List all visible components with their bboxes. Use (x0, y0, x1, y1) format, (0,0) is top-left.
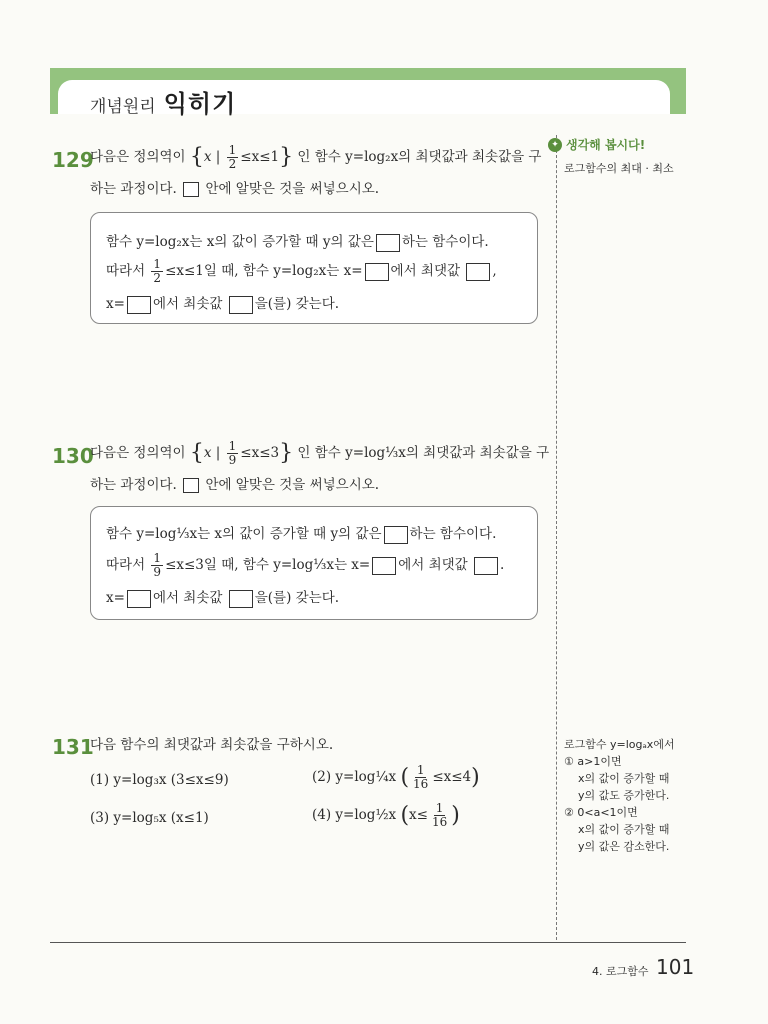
option-4: (4) y=log½x (x≤ $\frac{1}{16}$ ) (312, 801, 460, 829)
answer-blank[interactable] (466, 263, 490, 281)
tip-heading (548, 136, 645, 153)
question-text-line2 (90, 174, 379, 204)
q130-line1b: 인 함수 y=log⅓x의 최댓값과 최솟값을 구 (297, 445, 550, 461)
tip-note-title: 로그함수 y=logₐx에서 (564, 738, 675, 751)
fraction-half: $\frac{1}{2}$ (153, 257, 162, 285)
question-number: 131 (52, 735, 94, 759)
set-rest: ≤x≤1 (240, 149, 280, 165)
q130-box3a: x= (106, 590, 125, 606)
question-text-line1 (90, 142, 541, 173)
brace-open: { (189, 144, 204, 170)
box-line-2: 따라서 $\frac{1}{2}$ ≤x≤1일 때, 함수 y=log₂x는 x= 에서 최댓값 , (106, 257, 497, 285)
option-3: (3) y=log₅x (x≤1) (90, 810, 209, 826)
footer-chapter: 4. 로그함수 (592, 965, 649, 978)
brace-open: { (189, 440, 204, 466)
tip-note-2a: x의 값이 증가할 때 (578, 823, 670, 836)
lightbulb-icon: ✦ (548, 138, 562, 152)
answer-blank[interactable] (376, 234, 400, 252)
question-number: 129 (52, 148, 94, 172)
brace-close: } (279, 144, 294, 170)
q129-line2b: 안에 알맞은 것을 써넣으시오. (205, 181, 380, 197)
q129-box2a: 따라서 (106, 263, 146, 279)
answer-blank[interactable] (474, 557, 498, 575)
box-line-1 (106, 522, 496, 544)
q129-box3c: 을(를) 갖는다. (254, 296, 340, 312)
q130-box2c: 에서 최댓값 (398, 557, 468, 573)
set-var: x (203, 149, 212, 165)
title-prefix: 개념원리 (90, 97, 156, 117)
question-text: 다음 함수의 최댓값과 최솟값을 구하시오. (90, 737, 334, 753)
q130-box3b: 에서 최솟값 (152, 590, 223, 606)
question-text-line1 (90, 438, 549, 469)
q130-box1a: 함수 y=log⅓x는 x의 값이 증가할 때 y의 값은 (106, 526, 382, 542)
q129-line1a: 다음은 정의역이 (90, 149, 186, 165)
answer-blank[interactable] (365, 263, 389, 281)
fraction-sixteenth: $\frac{1}{16}$ (431, 801, 448, 829)
q130-box2b: ≤x≤3일 때, 함수 y=log⅓x는 x= (165, 557, 371, 573)
q129-box3b: 에서 최솟값 (152, 296, 223, 312)
fraction-ninth: $\frac{1}{9}$ (153, 551, 162, 579)
q130-box1b: 하는 함수이다. (409, 526, 497, 542)
answer-blank[interactable] (127, 590, 151, 608)
title-emph: 익히기 (163, 90, 237, 118)
q130-box2a: 따라서 (106, 557, 146, 573)
q129-box3a: x= (106, 296, 125, 312)
page-number: 101 (656, 955, 695, 979)
fraction-ninth: $\frac{1}{9}$ (228, 439, 237, 467)
option-2-domain: ≤x≤4 (432, 769, 472, 785)
tip-note-1a: x의 값이 증가할 때 (578, 772, 670, 785)
q129-box2c: 에서 최댓값 (390, 263, 461, 279)
set-bar: | (215, 149, 221, 165)
tip-topic: 로그함수의 최대 · 최소 (564, 162, 674, 175)
q129-line1b: 인 함수 y=log₂x의 최댓값과 최솟값을 구 (297, 149, 542, 165)
question-text-line2 (90, 470, 379, 500)
tip-note-1: ① a>1이면 (564, 755, 622, 768)
tip-heading-text: 생각해 봅시다! (566, 138, 646, 152)
q130-box3c: 을(를) 갖는다. (254, 590, 340, 606)
box-line-3 (106, 292, 339, 314)
q129-box2b: ≤x≤1일 때, 함수 y=log₂x는 x= (165, 263, 363, 279)
q130-line1a: 다음은 정의역이 (90, 445, 186, 461)
option-1: (1) y=log₃x (3≤x≤9) (90, 772, 229, 788)
question-number: 130 (52, 444, 94, 468)
brace-close: } (279, 440, 294, 466)
q129-line2a: 하는 과정이다. (90, 181, 177, 197)
option-4-func: (4) y=log½x (312, 807, 397, 823)
answer-blank[interactable] (384, 526, 408, 544)
page-title (90, 84, 236, 119)
q129-box1b: 하는 함수이다. (401, 234, 489, 250)
set-bar: | (215, 445, 221, 461)
box-line-3 (106, 586, 339, 608)
blank-box-icon (183, 182, 199, 197)
box-line-2: 따라서 $\frac{1}{9}$ ≤x≤3일 때, 함수 y=log⅓x는 x= 에서 최댓값 . (106, 551, 505, 579)
q130-line2b: 안에 알맞은 것을 써넣으시오. (205, 477, 380, 493)
answer-blank[interactable] (229, 590, 253, 608)
fraction-half: $\frac{1}{2}$ (228, 143, 237, 171)
footer-rule (50, 942, 686, 943)
option-2: (2) y=log¼x ( $\frac{1}{16}$ ≤x≤4) (312, 763, 480, 791)
set-rest: ≤x≤3 (240, 445, 280, 461)
q130-line2a: 하는 과정이다. (90, 477, 177, 493)
option-4-domain: x≤ (409, 807, 428, 823)
blank-box-icon (183, 478, 199, 493)
set-var: x (203, 445, 212, 461)
tip-note-2: ② 0<a<1이면 (564, 806, 638, 819)
answer-blank[interactable] (229, 296, 253, 314)
tip-note-2b: y의 값은 감소한다. (578, 840, 670, 853)
q129-box1a: 함수 y=log₂x는 x의 값이 증가할 때 y의 값은 (106, 234, 374, 250)
option-2-func: (2) y=log¼x (312, 769, 397, 785)
fraction-sixteenth: $\frac{1}{16}$ (413, 763, 429, 791)
tip-note-1b: y의 값도 증가한다. (578, 789, 670, 802)
answer-blank[interactable] (127, 296, 151, 314)
side-divider (556, 135, 557, 940)
box-line-1 (106, 230, 489, 252)
tip-note (564, 736, 675, 855)
answer-blank[interactable] (372, 557, 396, 575)
